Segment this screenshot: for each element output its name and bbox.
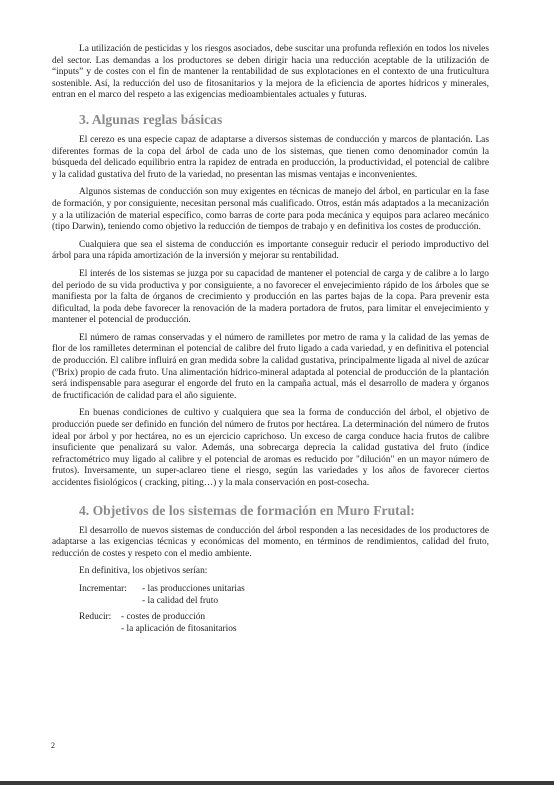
- section-3-heading: 3. Algunas reglas básicas: [79, 111, 223, 127]
- increase-item: - la calidad del fruto: [142, 595, 219, 606]
- section-3-paragraph: Algunos sistemas de conducción son muy exigentes en técnicas de manejo del árbol, en particular en la fase de formación, y por consiguiente, necesitan personal más cualificado. Otros, están más adaptados a la mecanización y a la utilización de material específico, como barras de corte para poda mecánica y equipos para aclareo mecánico (tipo Darwin), teniendo como objetivo la reducción de tiempos de trabajo y en definitiva los costes de producción.: [52, 187, 489, 233]
- section-3-paragraph: El cerezo es una especie capaz de adaptarse a diversos sistemas de conducción y marcos de plantación. Las diferentes formas de la copa del árbol de cada uno de los sistemas, que tienen como denominador común la búsqueda del delicado equilibrio entra la rapidez de entrada en producción, la productividad, el potencial de calibre y la calidad gustativa del fruto de la variedad, no presentan las mismas ventajas e inconvenientes.: [52, 134, 489, 180]
- section-3-paragraph: El número de ramas conservadas y el número de ramilletes por metro de rama y la calidad de las yemas de flor de los ramilletes determinan el potencial de calibre del fruto ligado a cada variedad, y en definitiva el potencial de producción. El calibre influirá en gran medida sobre la calidad gustativa, principalmente ligada al nivel de azúcar (ºBrix) propio de cada fruto. Una alimentación hídrico-mineral adaptada al potencial de producción de la plantación será indispensable para asegurar el engorde del fruto en la campaña actual, más el desarrollo de madera y órganos de fructificación de calidad para el año siguiente.: [52, 332, 489, 401]
- intro-paragraph: La utilización de pesticidas y los riesgos asociados, debe suscitar una profunda reflexión en todos los niveles del sector. Las demandas a los productores se deben dirigir hacia una reducción aceptable de la utilización de “inputs” y de costes con el fin de mantener la rentabilidad de sus explotaciones en el contexto de una fruticultura sostenible. Así, la reducción del uso de fitosanitarios y la mejora de la eficiencia de aportes hídricos y minerales, entran en el marco del respeto a las exigencias medioambientales actuales y futuras.: [52, 44, 489, 101]
- reduce-label: Reducir:: [79, 612, 112, 623]
- reduce-row: [79, 624, 489, 636]
- reduce-item: - la aplicación de fitosanitarios: [121, 623, 237, 634]
- section-3-paragraph: En buenas condiciones de cultivo y cualquiera que sea la forma de conducción del árbol, el objetivo de producción puede ser definido en función del número de frutos por hectárea. La determinación del número de frutos ideal por árbol y por hectárea, no es un ejercicio caprichoso. Un exceso de carga conduce hacia frutos de calibre insuficiente que penalizará su valor. Además, una sobrecarga deprecia la calidad gustativa del fruto (índice refractométrico muy ligado al calibre y el potencial de aromas es reducido por "dilución" en un mayor número de frutos). Inversamente, un super-aclareo tiene el riesgo, según las variedades y los años de favorecer ciertos accidentes fisiológicos ( cracking, piting…) y la mala conservación en post-cosecha.: [52, 408, 489, 488]
- section-4-paragraph: El desarrollo de nuevos sistemas de conducción del árbol responden a las necesidades de los productores de adaptarse a las exigencias técnicas y económicas del momento, en términos de rendimientos, calidad del fruto, reducción de costes y respeto con el medio ambiente.: [52, 525, 489, 559]
- increase-row: [79, 584, 489, 596]
- section-3-paragraph: El interés de los sistemas se juzga por su capacidad de mantener el potencial de carga y de calibre a lo largo del periodo de su vida productiva y por consiguiente, a no favorecer el envejecimiento rápido de los árboles que se manifiesta por la falta de órganos de crecimiento y producción en las partes bajas de la copa. Para prevenir esta dificultad, la poda debe favorecer la renovación de la madera portadora de frutos, para limitar el envejecimiento y mantener el potencial de producción.: [52, 268, 489, 326]
- bottom-bar: [0, 781, 554, 785]
- increase-item: - las producciones unitarias: [142, 583, 245, 594]
- page-number: 2: [51, 741, 55, 750]
- document-page: [52, 44, 489, 635]
- objectives-lead: En definitiva, los objetivos serían:: [79, 566, 208, 577]
- reduce-item: - costes de producción: [121, 612, 206, 623]
- section-4-heading: 4. Objetivos de los sistemas de formación en Muro Frutal:: [79, 502, 415, 518]
- section-3-paragraph: Cualquiera que sea el sistema de conducción es importante conseguir reducir el periodo improductivo del árbol para una rápida amortización de la inversión y mejorar su rentabilidad.: [52, 239, 489, 262]
- increase-label: Incrementar:: [79, 583, 127, 594]
- reduce-row: [79, 612, 489, 624]
- objectives-list: [79, 584, 489, 635]
- increase-row: [79, 596, 489, 608]
